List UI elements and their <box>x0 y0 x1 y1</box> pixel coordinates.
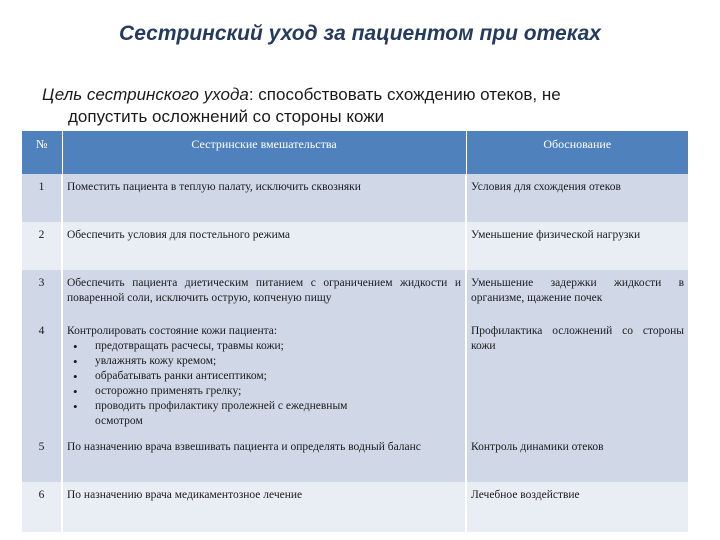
row-intervention: Обеспечить условия для постельного режима <box>62 222 466 270</box>
care-goal-label: Цель сестринского ухода <box>42 85 249 104</box>
row-rationale: Условия для схождения отеков <box>466 174 688 222</box>
header-interventions: Сестринские вмешательства <box>62 131 466 174</box>
list-item: • обрабатывать ранки антисептиком; <box>67 369 461 384</box>
row-rationale: Уменьшение задержки жидкости в организме, щажение почек <box>466 270 688 318</box>
care-goal <box>42 84 622 128</box>
list-item: • осторожно применять грелку; <box>67 384 461 399</box>
row-num: 4 <box>22 318 62 434</box>
row-rationale: Контроль динамики отеков <box>466 434 688 482</box>
row-intervention: По назначению врача медикаментозное лечение <box>62 482 466 532</box>
row-num: 6 <box>22 482 62 532</box>
table-row <box>22 222 688 270</box>
skin-control-intro: Контролировать состояние кожи пациента: <box>67 325 278 337</box>
list-item: • проводить профилактику пролежней с ежедневным <box>67 399 461 414</box>
row-num: 2 <box>22 222 62 270</box>
table-row <box>22 482 688 532</box>
row-rationale: Уменьшение физической нагрузки <box>466 222 688 270</box>
row-intervention: Поместить пациента в теплую палату, исключить сквозняки <box>62 174 466 222</box>
care-goal-text-line1: : способствовать схождению отеков, не <box>248 85 561 104</box>
row-num: 1 <box>22 174 62 222</box>
page-title: Сестринский уход за пациентом при отеках <box>119 22 601 45</box>
header-rationale: Обоснование <box>466 131 688 174</box>
row-intervention: По назначению врача взвешивать пациента и определять водный баланс <box>62 434 466 482</box>
row-num: 3 <box>22 270 62 318</box>
list-item: • предотвращать расчесы, травмы кожи; <box>67 339 461 354</box>
row-rationale: Профилактика осложнений со стороны кожи <box>466 318 688 434</box>
row-num: 5 <box>22 434 62 482</box>
table-row <box>22 174 688 222</box>
header-num: № <box>22 131 62 174</box>
skin-care-list <box>67 339 461 414</box>
list-item: • увлажнять кожу кремом; <box>67 354 461 369</box>
row-intervention: Обеспечить пациента диетическим питанием с ограничением жидкости и поваренной соли, исключить острую, копченую пищу <box>62 270 466 318</box>
table-row <box>22 318 688 434</box>
row-rationale: Лечебное воздействие <box>466 482 688 532</box>
table-row <box>22 270 688 318</box>
table-row <box>22 434 688 482</box>
skin-control-tail: осмотром <box>95 415 143 427</box>
care-goal-text-line2: допустить осложнений со стороны кожи <box>68 107 385 126</box>
interventions-table <box>22 131 688 532</box>
row-intervention <box>62 318 466 434</box>
table-header-row <box>22 131 688 174</box>
